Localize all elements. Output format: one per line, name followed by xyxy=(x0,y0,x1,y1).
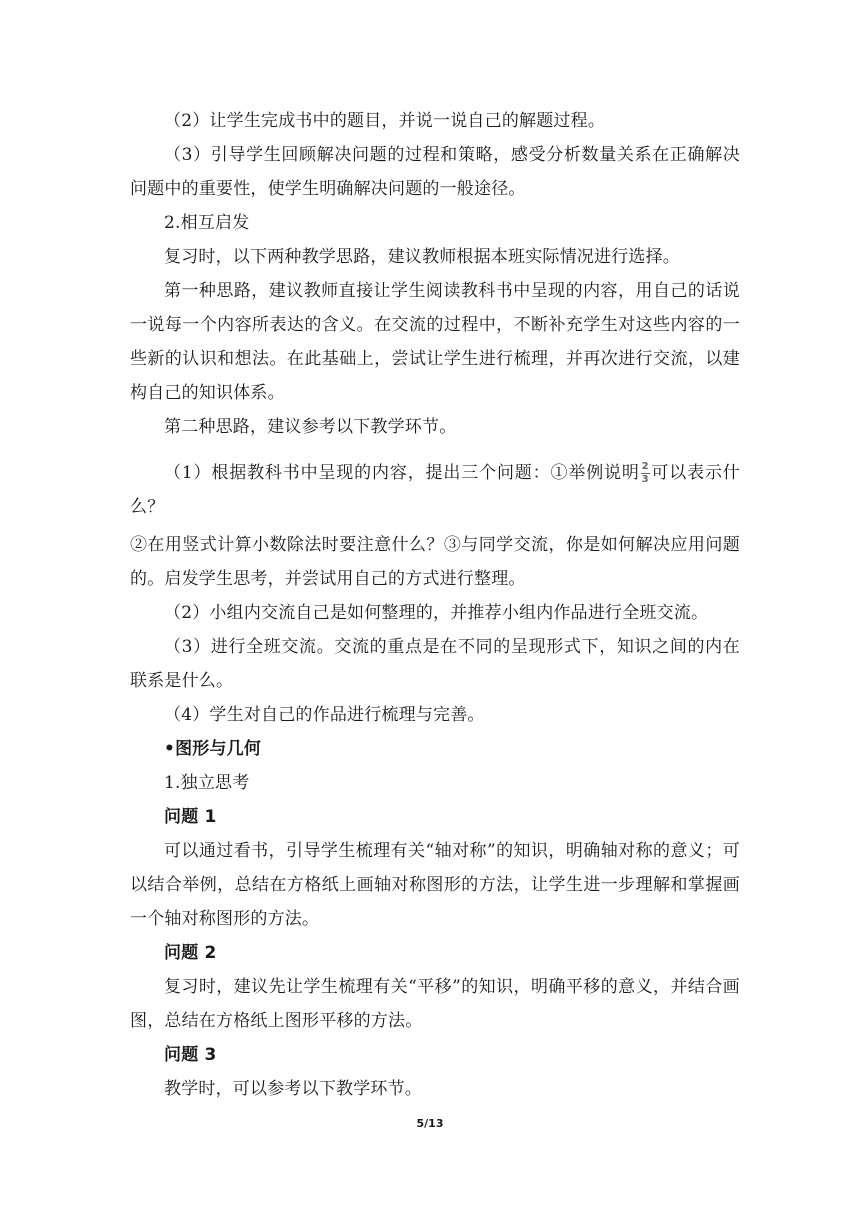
problem-heading: 问题 3 xyxy=(164,1045,217,1065)
paragraph: （3）引导学生回顾解决问题的过程和策略，感受分析数量关系在正确解决问题中的重要性，使学生明确解决问题的一般途径。 xyxy=(130,145,740,199)
fraction xyxy=(641,462,650,486)
fraction-denominator: 3 xyxy=(641,474,649,486)
paragraph: 教学时，可以参考以下教学环节。 xyxy=(164,1079,422,1099)
section-heading: •图形与几何 xyxy=(164,739,262,759)
paragraph: 复习时，建议先让学生梳理有关“平移”的知识，明确平移的意义，并结合画图，总结在方格纸上图形平移的方法。 xyxy=(130,977,740,1031)
paragraph-text: 可以表示什么？ xyxy=(130,463,740,517)
paragraph: ②在用竖式计算小数除法时要注意什么？③与同学交流，你是如何解决应用问题的。启发学生思考，并尝试用自己的方式进行整理。 xyxy=(130,535,740,589)
paragraph-text: （1）根据教科书中呈现的内容，提出三个问题：①举例说明 xyxy=(164,463,640,483)
section-subheading: 1.独立思考 xyxy=(164,773,250,793)
paragraph: 第二种思路，建议参考以下教学环节。 xyxy=(164,417,457,437)
paragraph: （4）学生对自己的作品进行梳理与完善。 xyxy=(164,705,485,725)
paragraph: 复习时，以下两种教学思路，建议教师根据本班实际情况进行选择。 xyxy=(164,247,680,267)
page-number: 5/13 xyxy=(416,1117,444,1130)
paragraph: 可以通过看书，引导学生梳理有关“轴对称”的知识，明确轴对称的意义；可以结合举例，总结在方格纸上画轴对称图形的方法，让学生进一步理解和掌握画一个轴对称图形的方法。 xyxy=(130,841,740,929)
paragraph: （2）让学生完成书中的题目，并说一说自己的解题过程。 xyxy=(164,111,606,131)
paragraph: 第一种思路，建议教师直接让学生阅读教科书中呈现的内容，用自己的话说一说每一个内容所表达的含义。在交流的过程中，不断补充学生对这些内容的一些新的认识和想法。在此基础上，尝试让学生进行梳理，并再次进行交流，以建构自己的知识体系。 xyxy=(130,281,740,403)
paragraph: （2）小组内交流自己是如何整理的，并推荐小组内作品进行全班交流。 xyxy=(164,603,709,623)
page-content xyxy=(130,104,740,1106)
fraction-numerator: 2 xyxy=(641,460,649,472)
section-subheading: 2.相互启发 xyxy=(164,213,250,233)
problem-heading: 问题 2 xyxy=(164,943,217,963)
paragraph-with-fraction xyxy=(130,456,740,524)
paragraph: （3）进行全班交流。交流的重点是在不同的呈现形式下，知识之间的内在联系是什么。 xyxy=(130,637,740,691)
problem-heading: 问题 1 xyxy=(164,807,217,827)
